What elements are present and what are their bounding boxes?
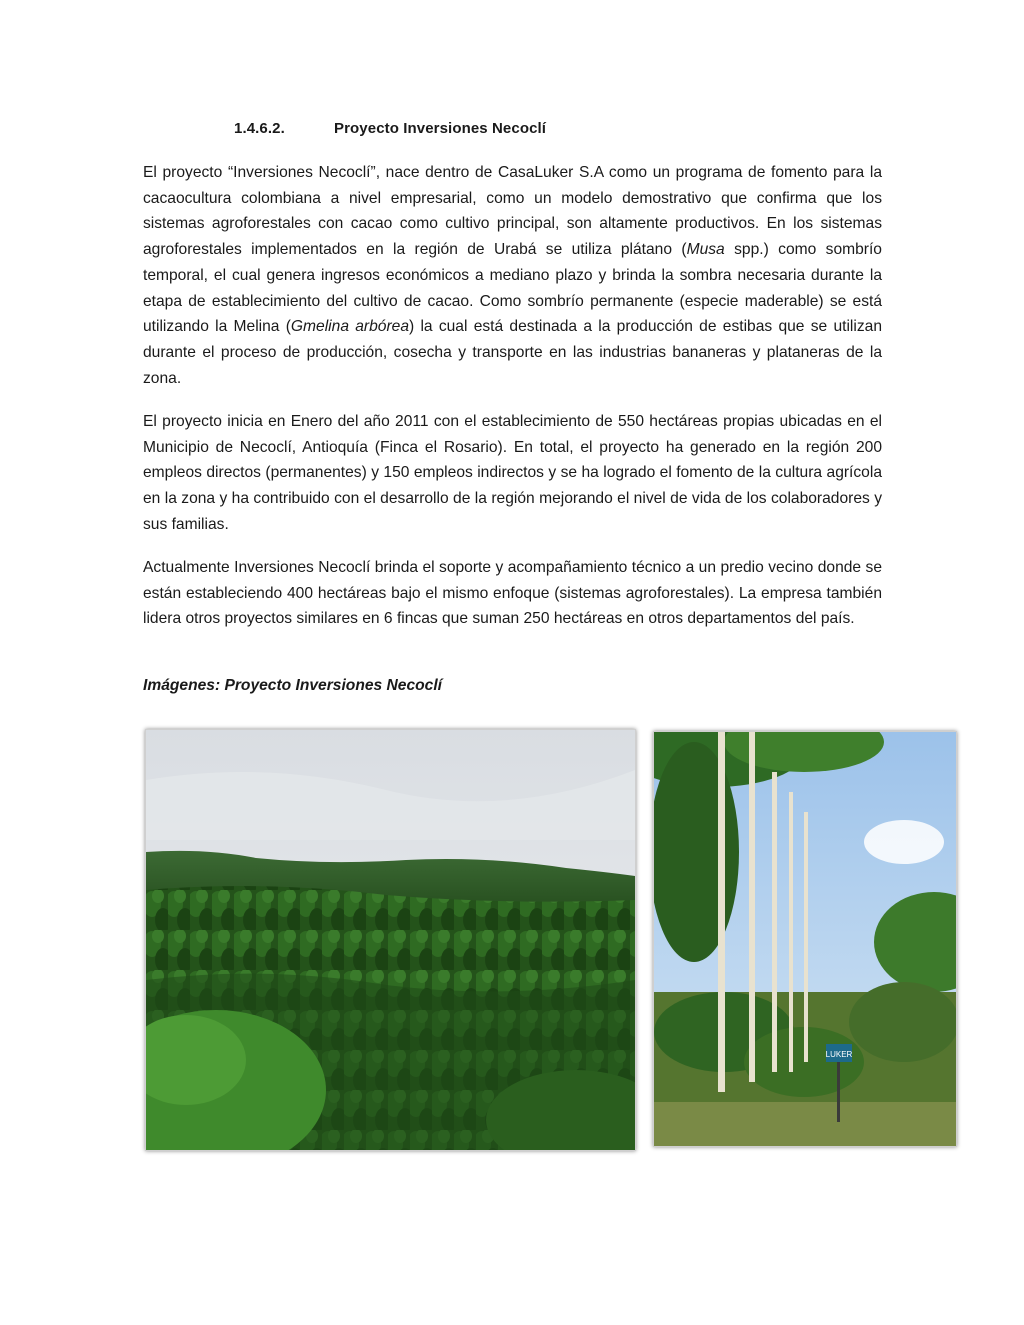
section-heading [234,120,546,137]
paragraph-intro-text-2: spp.) como sombrío temporal, el cual genera ingresos económicos a mediano plazo y brinda la sombra necesaria durante la etapa de establecimiento del cultivo de cacao. Como sombrío permanente (especie maderable) se está utilizando la Melina ( [143,241,882,336]
agroforestry-trees-photo [653,731,957,1147]
paragraph-current: Actualmente Inversiones Necoclí brinda el soporte y acompañamiento técnico a un predio vecino donde se están estableciendo 400 hectáreas bajo el mismo enfoque (sistemas agroforestales). La empresa también lidera otros proyectos similares en 6 fincas que suman 250 hectáreas en otros departamentos del país. [143,559,882,628]
paragraph-intro-text-1: El proyecto “Inversiones Necoclí”, nace dentro de CasaLuker S.A como un programa de fomento para la cacaocultura colombiana a nivel empresarial, como un modelo demostrativo que confirma que los sistemas agroforestales con cacao como cultivo principal, son altamente productivos. En los sistemas agroforestales implementados en la región de Urabá se utiliza plátano ( [143,164,882,259]
species-gmelina: Gmelina arbórea [290,318,409,336]
paragraph-intro [143,160,882,391]
plantation-sign: LUKER [825,1050,853,1059]
paragraph-intro-text-3: ) la cual está destinada a la producción de estibas que se utilizan durante el proceso de producción, cosecha y transporte en las industrias bananeras y plataneras de la zona. [143,318,882,387]
forest-landscape-photo [145,729,636,1151]
images-caption: Imágenes: Proyecto Inversiones Necoclí [143,677,442,694]
section-number: 1.4.6.2. [234,120,285,137]
paragraph-start: El proyecto inicia en Enero del año 2011 con el establecimiento de 550 hectáreas propias ubicadas en el Municipio de Necoclí, Antioquía (Finca el Rosario). En total, el proyecto ha generado en la región 200 empleos directos (permanentes) y 150 empleos indirectos y se ha logrado el fomento de la cultura agrícola en la zona y ha contribuido con el desarrollo de la región mejorando el nivel de vida de los colaboradores y sus familias. [143,413,882,533]
species-musa: Musa [686,241,725,259]
section-title: Proyecto Inversiones Necoclí [334,120,547,137]
